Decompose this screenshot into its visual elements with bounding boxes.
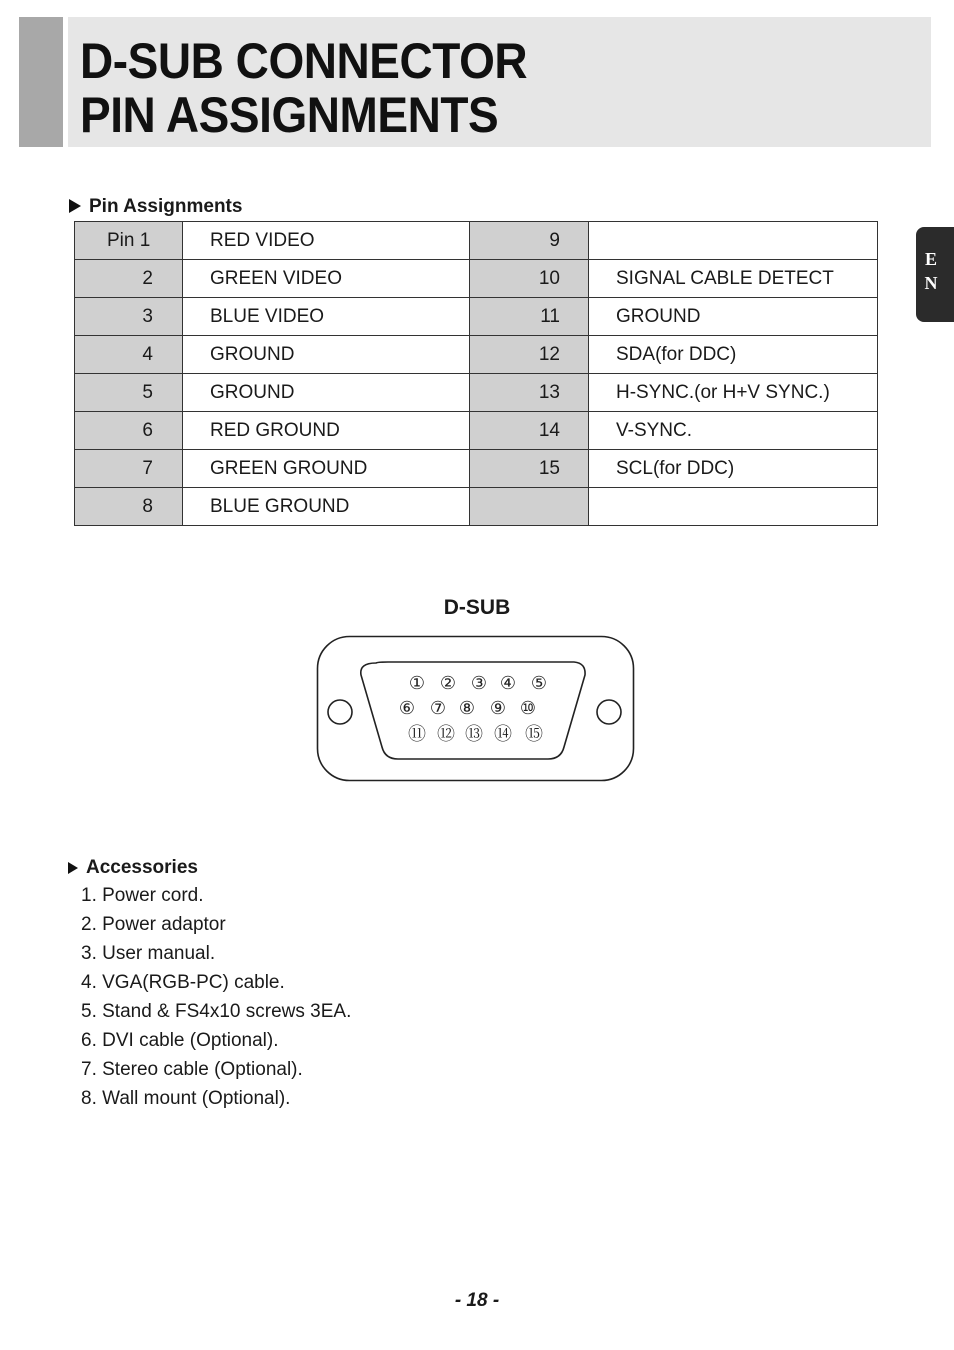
connector-pin-label: ⑦ (429, 698, 447, 719)
left-pin-number: 7 (75, 450, 183, 488)
left-pin-number: 2 (75, 260, 183, 298)
table-row (75, 260, 878, 298)
table-row (75, 450, 878, 488)
list-item: 8. Wall mount (Optional). (81, 1088, 291, 1109)
header-accent-bar (19, 17, 63, 147)
list-item: 3. User manual. (81, 943, 216, 964)
list-item: 2. Power adaptor (81, 914, 226, 935)
page-title (80, 34, 527, 142)
pin-assignments-table (74, 221, 878, 526)
language-tab-letter-2: N (924, 273, 938, 293)
left-pin-number: 3 (75, 298, 183, 336)
right-pin-number: 10 (470, 260, 589, 298)
table-row (75, 298, 878, 336)
table-row (75, 222, 878, 260)
pin-assignments-heading-text: Pin Assignments (89, 196, 243, 217)
accessories-list (81, 884, 351, 1116)
table-row (75, 412, 878, 450)
table-row (75, 374, 878, 412)
page-title-line-2: PIN ASSIGNMENTS (80, 87, 499, 143)
list-item: 4. VGA(RGB-PC) cable. (81, 972, 285, 993)
connector-label: D-SUB (443, 596, 511, 619)
page-number: - 18 - (454, 1290, 500, 1311)
right-signal-name: SCL(for DDC) (589, 450, 878, 488)
page-title-line-1: D-SUB CONNECTOR (80, 33, 528, 89)
right-signal-name: SDA(for DDC) (589, 336, 878, 374)
triangle-bullet-icon (68, 862, 78, 874)
connector-pin-label: ⑨ (489, 698, 507, 719)
right-pin-number: 12 (470, 336, 589, 374)
left-signal-name: GROUND (183, 336, 470, 374)
right-pin-number: 15 (470, 450, 589, 488)
table-row (75, 488, 878, 526)
right-signal-name: V-SYNC. (589, 412, 878, 450)
left-pin-number: 5 (75, 374, 183, 412)
language-tab-letter-1: E (924, 249, 937, 269)
list-item: 6. DVI cable (Optional). (81, 1030, 279, 1051)
connector-pin-label: ③ (470, 673, 488, 694)
connector-pin-label: ⑫ (437, 724, 455, 745)
right-pin-number: 14 (470, 412, 589, 450)
connector-pin-label: ⑥ (398, 698, 416, 719)
right-pin-number: 11 (470, 298, 589, 336)
connector-pin-label: ⑧ (458, 698, 476, 719)
accessories-heading-text: Accessories (86, 857, 198, 878)
left-signal-name: BLUE GROUND (183, 488, 470, 526)
right-signal-name: H-SYNC.(or H+V SYNC.) (589, 374, 878, 412)
left-signal-name: RED VIDEO (183, 222, 470, 260)
triangle-bullet-icon (69, 199, 81, 213)
left-pin-number: Pin 1 (75, 222, 183, 260)
pin-assignments-heading (69, 196, 242, 218)
right-pin-number: 9 (470, 222, 589, 260)
connector-pin-label: ⑮ (525, 724, 543, 745)
right-pin-number: 13 (470, 374, 589, 412)
list-item: 5. Stand & FS4x10 screws 3EA. (81, 1001, 352, 1022)
table-row (75, 336, 878, 374)
right-signal-name (589, 222, 878, 260)
connector-pin-label: ⑪ (408, 724, 426, 745)
left-signal-name: BLUE VIDEO (183, 298, 470, 336)
dsub-connector-diagram (316, 635, 636, 783)
accessories-heading (68, 857, 198, 879)
language-tab (916, 227, 954, 322)
left-pin-number: 8 (75, 488, 183, 526)
left-pin-number: 4 (75, 336, 183, 374)
left-pin-number: 6 (75, 412, 183, 450)
connector-pin-label: ① (408, 673, 426, 694)
connector-pin-label: ⑤ (530, 673, 548, 694)
right-signal-name: GROUND (589, 298, 878, 336)
right-signal-name (589, 488, 878, 526)
left-signal-name: RED GROUND (183, 412, 470, 450)
connector-pin-label: ④ (499, 673, 517, 694)
right-pin-number (470, 488, 589, 526)
connector-pin-label: ⑬ (465, 724, 483, 745)
left-screw-hole (328, 700, 352, 724)
left-signal-name: GREEN VIDEO (183, 260, 470, 298)
right-screw-hole (597, 700, 621, 724)
connector-pin-label: ⑩ (519, 698, 537, 719)
left-signal-name: GROUND (183, 374, 470, 412)
list-item: 1. Power cord. (81, 885, 204, 906)
connector-pin-label: ⑭ (494, 724, 512, 745)
right-signal-name: SIGNAL CABLE DETECT (589, 260, 878, 298)
connector-pin-label: ② (439, 673, 457, 694)
left-signal-name: GREEN GROUND (183, 450, 470, 488)
list-item: 7. Stereo cable (Optional). (81, 1059, 303, 1080)
